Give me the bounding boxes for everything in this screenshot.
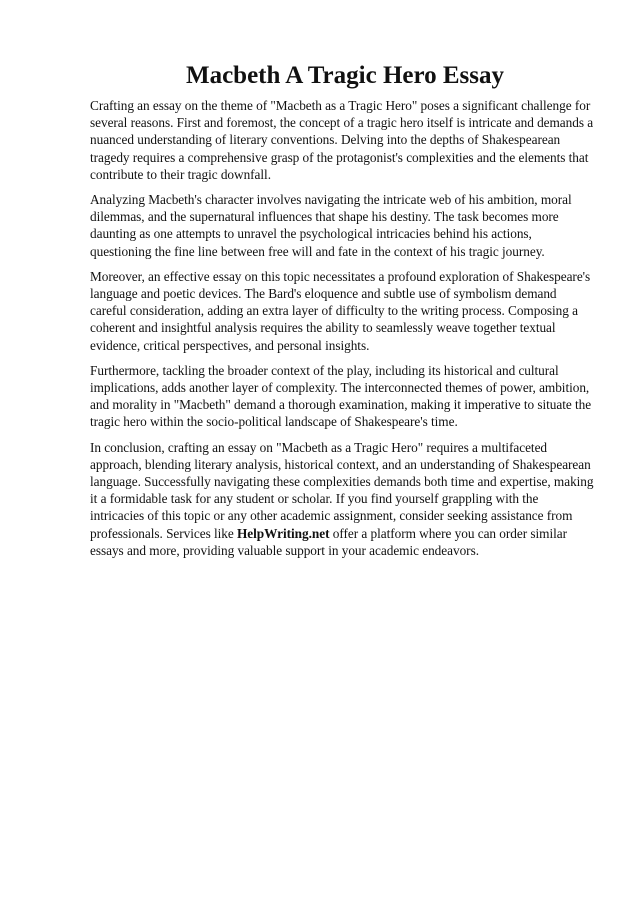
paragraph-4: Furthermore, tackling the broader context of the play, including its historical and cultural implications, adds another layer of complexity. The interconnected themes of power, ambition, and morality in "Macbeth" demand a thorough examination, making it imperative to situate the tragic hero within the socio-political landscape of Shakespeare's time. [90, 362, 592, 430]
paragraph-2: Analyzing Macbeth's character involves navigating the intricate web of his ambition, moral dilemmas, and the supernatural influences that shape his destiny. The task becomes more daunting as one attempts to unravel the psychological intricacies behind his actions, questioning the fine line between free will and fate in the context of his tragic journey. [90, 192, 572, 259]
conclusion-text-after: offer a platform where you can order similar essays and more, providing valuable support in your academic endeavors. [90, 525, 567, 558]
document-body [90, 97, 595, 567]
paragraph-3: Moreover, an effective essay on this topic necessitates a profound exploration of Shakespeare's language and poetic devices. The Bard's eloquence and subtle use of symbolism demand careful consideration, adding an extra layer of difficulty to the writing process. Composing a coherent and insightful analysis requires the ability to seamlessly weave together textual evidence, critical perspectives, and personal insights. [90, 268, 591, 353]
conclusion-text-before: In conclusion, crafting an essay on "Macbeth as a Tragic Hero" requires a multifaceted approach, blending literary analysis, historical context, and an understanding of Shakespearean language. Successfully navigating these complexities demands both time and expertise, making it a formidable task for any student or scholar. If you find yourself grappling with the intricacies of this topic or any other academic assignment, consider seeking assistance from professionals. Services like [90, 439, 594, 541]
conclusion-paragraph [90, 439, 595, 559]
brand-name: HelpWriting.net [237, 525, 330, 541]
document-title: Macbeth A Tragic Hero Essay [185, 62, 505, 89]
paragraph-1: Crafting an essay on the theme of "Macbeth as a Tragic Hero" poses a significant challenge for several reasons. First and foremost, the concept of a tragic hero itself is intricate and demands a nuanced understanding of literary conventions. Delving into the depths of Shakespearean tragedy requires a comprehensive grasp of the protagonist's complexities and the elements that contribute to their tragic downfall. [90, 98, 594, 182]
